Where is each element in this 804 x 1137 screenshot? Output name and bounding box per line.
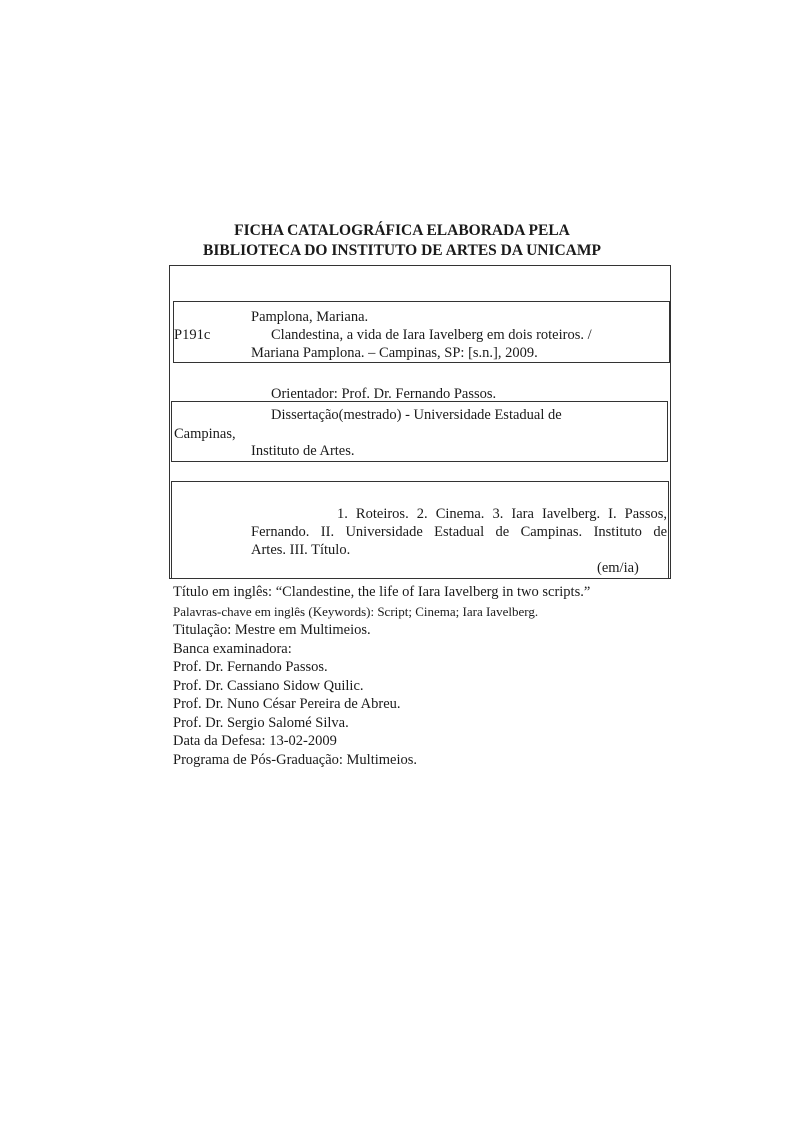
imprint-statement: Mariana Pamplona. – Campinas, SP: [s.n.], 2009. bbox=[251, 345, 538, 361]
subjects-line-3: Artes. III. Título. bbox=[251, 542, 351, 558]
thesis-note-line-3: Instituto de Artes. bbox=[251, 443, 355, 459]
defense-date: Data da Defesa: 13-02-2009 bbox=[173, 733, 337, 749]
cataloger-code: (em/ia) bbox=[597, 560, 639, 576]
subjects-line-2: Fernando. II. Universidade Estadual de Campinas. Instituto de bbox=[251, 524, 667, 540]
committee-member: Prof. Dr. Sergio Salomé Silva. bbox=[173, 715, 349, 731]
degree: Titulação: Mestre em Multimeios. bbox=[173, 622, 371, 638]
committee-label: Banca examinadora: bbox=[173, 641, 292, 657]
committee-member: Prof. Dr. Nuno César Pereira de Abreu. bbox=[173, 696, 401, 712]
english-keywords: Palavras-chave em inglês (Keywords): Script; Cinema; Iara Iavelberg. bbox=[173, 604, 539, 619]
author-heading: Pamplona, Mariana. bbox=[251, 309, 369, 325]
call-number: P191c bbox=[174, 327, 211, 343]
advisor-note: Orientador: Prof. Dr. Fernando Passos. bbox=[271, 386, 497, 402]
document-title-line-1: FICHA CATALOGRÁFICA ELABORADA PELA bbox=[234, 222, 570, 239]
graduate-program: Programa de Pós-Graduação: Multimeios. bbox=[173, 752, 418, 768]
thesis-note-line-2: Campinas, bbox=[174, 426, 236, 442]
english-title: Título em inglês: “Clandestine, the life of Iara Iavelberg in two scripts.” bbox=[173, 584, 591, 600]
committee-member: Prof. Dr. Fernando Passos. bbox=[173, 659, 328, 675]
subjects-line-1: 1. Roteiros. 2. Cinema. 3. Iara Iavelberg. I. Passos, bbox=[337, 506, 667, 522]
title-statement: Clandestina, a vida de Iara Iavelberg em dois roteiros. / bbox=[271, 327, 592, 343]
committee-member: Prof. Dr. Cassiano Sidow Quilic. bbox=[173, 678, 364, 694]
document-title-line-2: BIBLIOTECA DO INSTITUTO DE ARTES DA UNICAMP bbox=[203, 242, 601, 259]
thesis-note-line-1: Dissertação(mestrado) - Universidade Estadual de bbox=[271, 407, 562, 423]
